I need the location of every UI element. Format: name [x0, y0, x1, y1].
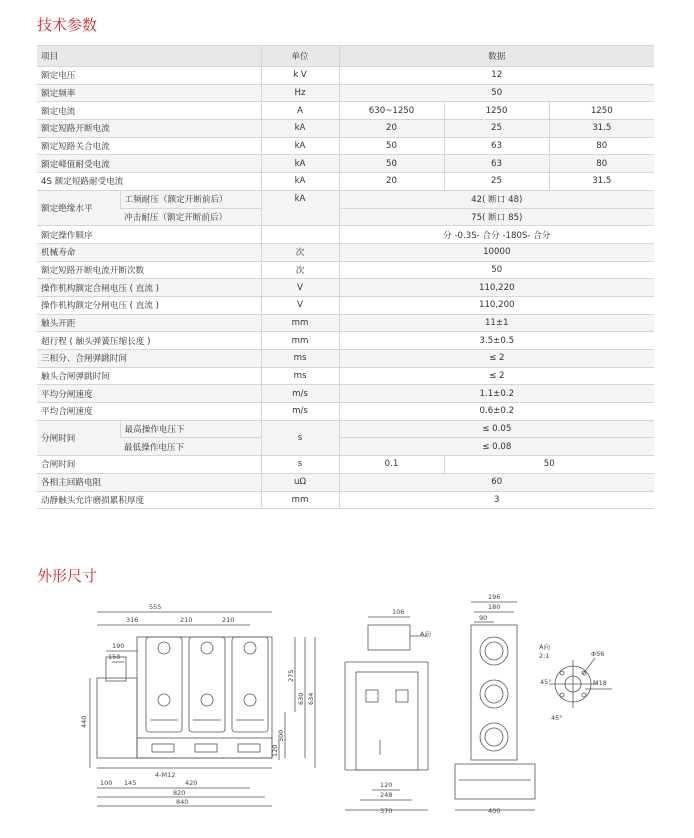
terminal-2-top [201, 642, 213, 654]
row-value: 20 [339, 120, 444, 138]
row-unit: m/s [261, 385, 339, 403]
row-unit: s [261, 420, 339, 455]
row-value: 12 [339, 67, 654, 85]
row-value: 1.1±0.2 [339, 385, 654, 403]
header-data: 数据 [339, 46, 654, 67]
dim-190: 190 [112, 642, 125, 650]
row-value: 80 [549, 155, 654, 173]
row-unit: V [261, 279, 339, 297]
dim-420: 420 [185, 779, 198, 787]
detail-scale: 2:1 [539, 652, 550, 660]
row-value: 11±1 [339, 314, 654, 332]
side-body [356, 672, 418, 770]
row-label: 操作机构额定合闸电压 ( 直流 ) [37, 279, 261, 297]
top-view [455, 602, 535, 810]
row-value: 1250 [444, 102, 549, 120]
dim-820: 820 [173, 789, 186, 797]
row-value: ≤ 2 [339, 367, 654, 385]
row-value: 0.6±0.2 [339, 403, 654, 421]
row-label: 机械寿命 [37, 243, 261, 261]
row-label: 额定短路开断电流 [37, 120, 261, 138]
row-label: 触头合闸弹跳时间 [37, 367, 261, 385]
row-value: 63 [444, 137, 549, 155]
row-label: 额定操作顺序 [37, 226, 261, 244]
row-label: 额定峰值耐受电流 [37, 155, 261, 173]
row-label: 超行程 ( 触头弹簧压缩长度 ) [37, 332, 261, 350]
row-value: 50 [339, 137, 444, 155]
side-top-contact [368, 625, 410, 650]
spec-section-title: 技术参数 [37, 16, 98, 34]
view-a-label: A向 [420, 630, 431, 638]
row-value: 60 [339, 473, 654, 491]
dim-555: 555 [149, 603, 162, 611]
dim-440: 440 [80, 715, 88, 728]
dim-248: 248 [380, 791, 393, 799]
row-label: 分闸时间 [37, 420, 120, 455]
pole-column-2 [189, 637, 225, 732]
row-label: 额定电流 [37, 102, 261, 120]
front-side-box [97, 678, 137, 758]
dim-840: 840 [176, 798, 189, 806]
dims-section-title: 外形尺寸 [37, 567, 98, 585]
row-label: 额定电压 [37, 67, 261, 85]
dim-370: 370 [380, 807, 393, 815]
row-value: 50 [444, 456, 654, 474]
row-value: 63 [444, 155, 549, 173]
row-value: 25 [444, 173, 549, 191]
top-pole-3 [480, 723, 508, 751]
row-unit: mm [261, 332, 339, 350]
top-pole-2 [480, 680, 508, 708]
row-value: 110,220 [339, 279, 654, 297]
row-unit: kA [261, 120, 339, 138]
row-value: 80 [549, 137, 654, 155]
detail-title: A向 [539, 643, 550, 651]
dim-630: 630 [297, 692, 305, 705]
row-value: ≤ 0.08 [339, 438, 654, 456]
row-unit: 次 [261, 243, 339, 261]
row-unit: kA [261, 137, 339, 155]
row-unit: k V [261, 67, 339, 85]
dim-145: 145 [124, 779, 137, 787]
row-label: 合闸时间 [37, 456, 261, 474]
detail-phi56: Φ56 [591, 650, 605, 658]
row-value: 110,200 [339, 296, 654, 314]
row-value: 分 -0.3S- 合分 -180S- 合分 [339, 226, 654, 244]
row-label: 额定短路开断电流开断次数 [37, 261, 261, 279]
dim-275: 275 [287, 669, 295, 682]
pole-column-3 [232, 637, 268, 732]
row-unit: kA [261, 173, 339, 191]
terminal-1-top [158, 642, 170, 654]
dim-210a: 210 [180, 616, 193, 624]
row-value: 75( 断口 85) [339, 208, 654, 226]
row-value: 10000 [339, 243, 654, 261]
front-base [137, 738, 272, 758]
row-sublabel: 最高操作电压下 [120, 420, 261, 438]
top-base [455, 764, 535, 799]
row-value: 3 [339, 491, 654, 509]
terminal-3-bottom [244, 694, 256, 706]
row-unit: mm [261, 314, 339, 332]
row-value: 0.1 [339, 456, 444, 474]
dim-316: 316 [126, 616, 139, 624]
row-sublabel: 冲击耐压（额定开断前后） [120, 208, 261, 226]
dim-100: 100 [100, 779, 113, 787]
row-unit: uΩ [261, 473, 339, 491]
row-unit: 次 [261, 261, 339, 279]
row-label: 平均合闸速度 [37, 403, 261, 421]
row-label: 4S 额定短路耐受电流 [37, 173, 261, 191]
row-sublabel: 最低操作电压下 [120, 438, 261, 456]
terminal-3-top [244, 642, 256, 654]
row-value: ≤ 0.05 [339, 420, 654, 438]
row-value: 50 [339, 84, 654, 102]
row-value: ≤ 2 [339, 350, 654, 368]
dim-634: 634 [307, 692, 315, 705]
dim-150: 150 [108, 653, 121, 661]
row-label: 三相分、合闸弹跳时间 [37, 350, 261, 368]
pole-column-1 [146, 637, 182, 732]
front-main-body [137, 637, 272, 758]
row-value: 42( 断口 48) [339, 190, 654, 208]
row-unit: ms [261, 350, 339, 368]
row-unit: Hz [261, 84, 339, 102]
row-label: 操作机构额定分闸电压 ( 直流 ) [37, 296, 261, 314]
row-label: 额定频率 [37, 84, 261, 102]
row-unit: V [261, 296, 339, 314]
row-label: 平均分闸速度 [37, 385, 261, 403]
row-value: 31.5 [549, 120, 654, 138]
dim-400: 400 [488, 807, 501, 815]
row-label: 额定绝缘水平 [37, 190, 120, 225]
row-value: 50 [339, 155, 444, 173]
bolt-label: 4-M12 [155, 771, 176, 779]
dim-180: 180 [488, 603, 501, 611]
header-item: 项目 [37, 46, 261, 67]
row-label: 触头开距 [37, 314, 261, 332]
header-unit: 单位 [261, 46, 339, 67]
row-unit: m/s [261, 403, 339, 421]
dim-120: 120 [271, 744, 279, 757]
row-sublabel: 工频耐压（额定开断前后） [120, 190, 261, 208]
row-unit: s [261, 456, 339, 474]
row-label: 动静触头允许磨损累积厚度 [37, 491, 261, 509]
row-value: 630~1250 [339, 102, 444, 120]
detail-angle-a: 45° [540, 678, 552, 686]
row-unit: ms [261, 367, 339, 385]
terminal-1-bottom [158, 694, 170, 706]
dim-side-120: 120 [380, 781, 393, 789]
row-value: 3.5±0.5 [339, 332, 654, 350]
row-unit: kA [261, 155, 339, 173]
top-body [471, 625, 517, 760]
row-unit: A [261, 102, 339, 120]
top-pole-1 [480, 637, 508, 665]
row-value: 25 [444, 120, 549, 138]
dim-300: 300 [277, 729, 285, 742]
dim-106: 106 [392, 608, 405, 616]
row-label: 额定短路关合电流 [37, 137, 261, 155]
detail-angle-b: 45° [551, 714, 563, 722]
row-value: 31.5 [549, 173, 654, 191]
row-unit: kA [261, 190, 339, 225]
row-unit: mm [261, 491, 339, 509]
dim-196: 196 [488, 593, 501, 601]
dim-210b: 210 [222, 616, 235, 624]
row-value: 20 [339, 173, 444, 191]
row-label: 各相主回路电阻 [37, 473, 261, 491]
dim-90: 90 [479, 614, 488, 622]
row-value: 1250 [549, 102, 654, 120]
detail-m18: M18 [593, 679, 607, 687]
row-value: 50 [339, 261, 654, 279]
terminal-2-bottom [201, 694, 213, 706]
